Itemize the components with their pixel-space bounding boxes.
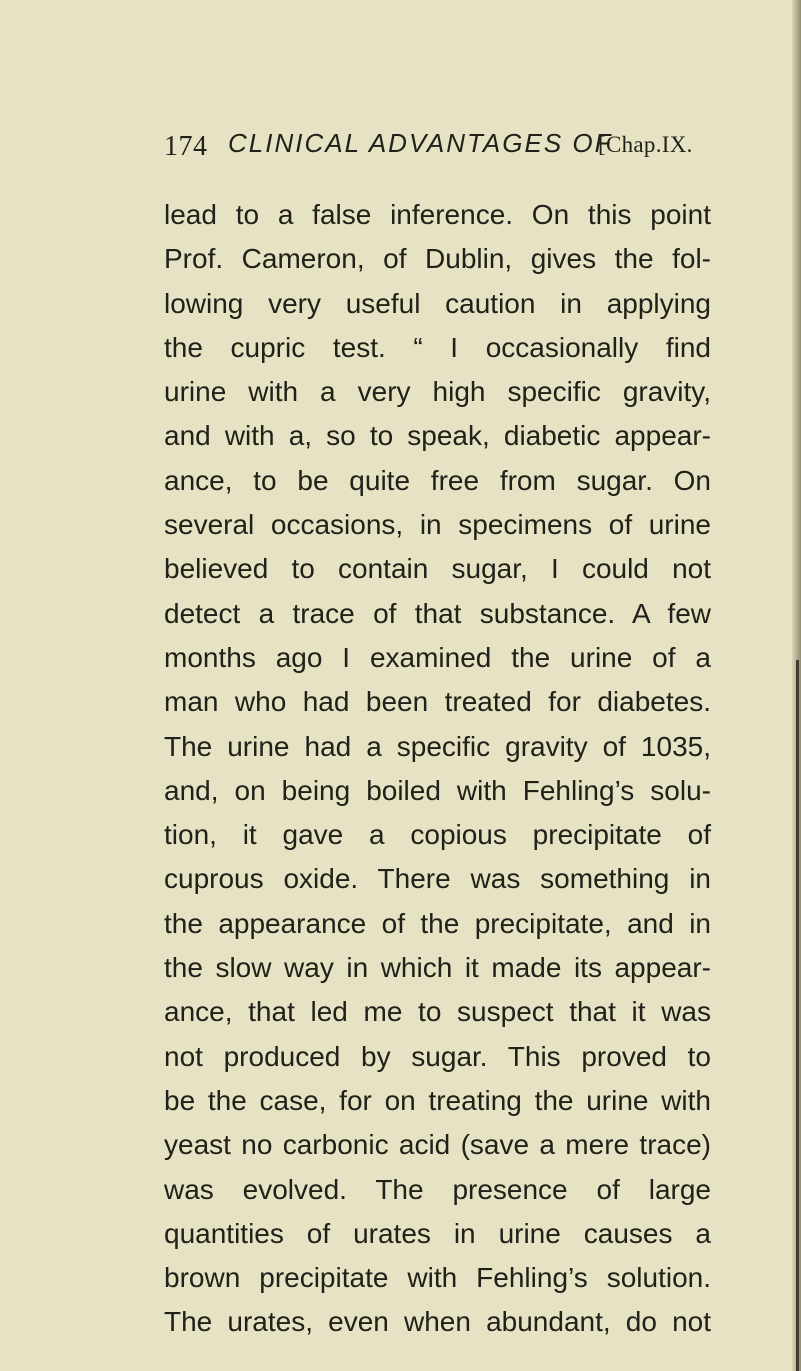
text-line: the slow way in which it made its appear- xyxy=(164,952,711,984)
text-line: lead to a false inference. On this point xyxy=(164,199,711,230)
text-line: yeast no carbonic acid (save a mere trace) xyxy=(164,1129,711,1161)
text-line: and, on being boiled with Fehling’s solu- xyxy=(164,774,711,806)
body-text xyxy=(164,193,711,1345)
text-line: detect a trace of that substance. A few xyxy=(164,597,711,629)
text-line: the appearance of the precipitate, and in xyxy=(164,907,711,939)
running-head xyxy=(164,128,724,168)
page-number: 174 xyxy=(164,131,208,162)
running-head-title: CLINICAL ADVANTAGES OF xyxy=(228,128,613,158)
page-edge-shadow xyxy=(796,660,799,1371)
text-line: was evolved. The presence of large xyxy=(164,1173,711,1205)
text-line: tion, it gave a copious precipitate of xyxy=(164,819,711,851)
text-line: The urates, even when abundant, do not xyxy=(164,1306,711,1338)
text-line: be the case, for on treating the urine with xyxy=(164,1084,711,1116)
text-line: believed to contain sugar, I could not xyxy=(164,553,711,585)
text-line: not produced by sugar. This proved to xyxy=(164,1040,711,1072)
text-line: months ago I examined the urine of a xyxy=(164,641,711,673)
text-line: The urine had a specific gravity of 1035, xyxy=(164,730,711,762)
text-line: man who had been treated for diabetes. xyxy=(164,686,711,718)
text-line: urine with a very high specific gravity, xyxy=(164,376,711,408)
text-line: ance, to be quite free from sugar. On xyxy=(164,464,711,496)
text-line: ance, that led me to suspect that it was xyxy=(164,996,711,1028)
text-line: and with a, so to speak, diabetic appear- xyxy=(164,420,711,452)
text-line: Prof. Cameron, of Dublin, gives the fol- xyxy=(164,243,711,275)
text-line: the cupric test. “ I occasionally find xyxy=(164,331,711,363)
text-line: cuprous oxide. There was something in xyxy=(164,863,711,895)
text-line: quantities of urates in urine causes a xyxy=(164,1217,711,1249)
text-line: lowing very useful caution in applying xyxy=(164,287,711,319)
text-line: several occasions, in specimens of urine xyxy=(164,509,711,541)
running-head-chapter: [Chap.IX. xyxy=(598,132,693,157)
text-line: brown precipitate with Fehling’s solution. xyxy=(164,1262,711,1294)
